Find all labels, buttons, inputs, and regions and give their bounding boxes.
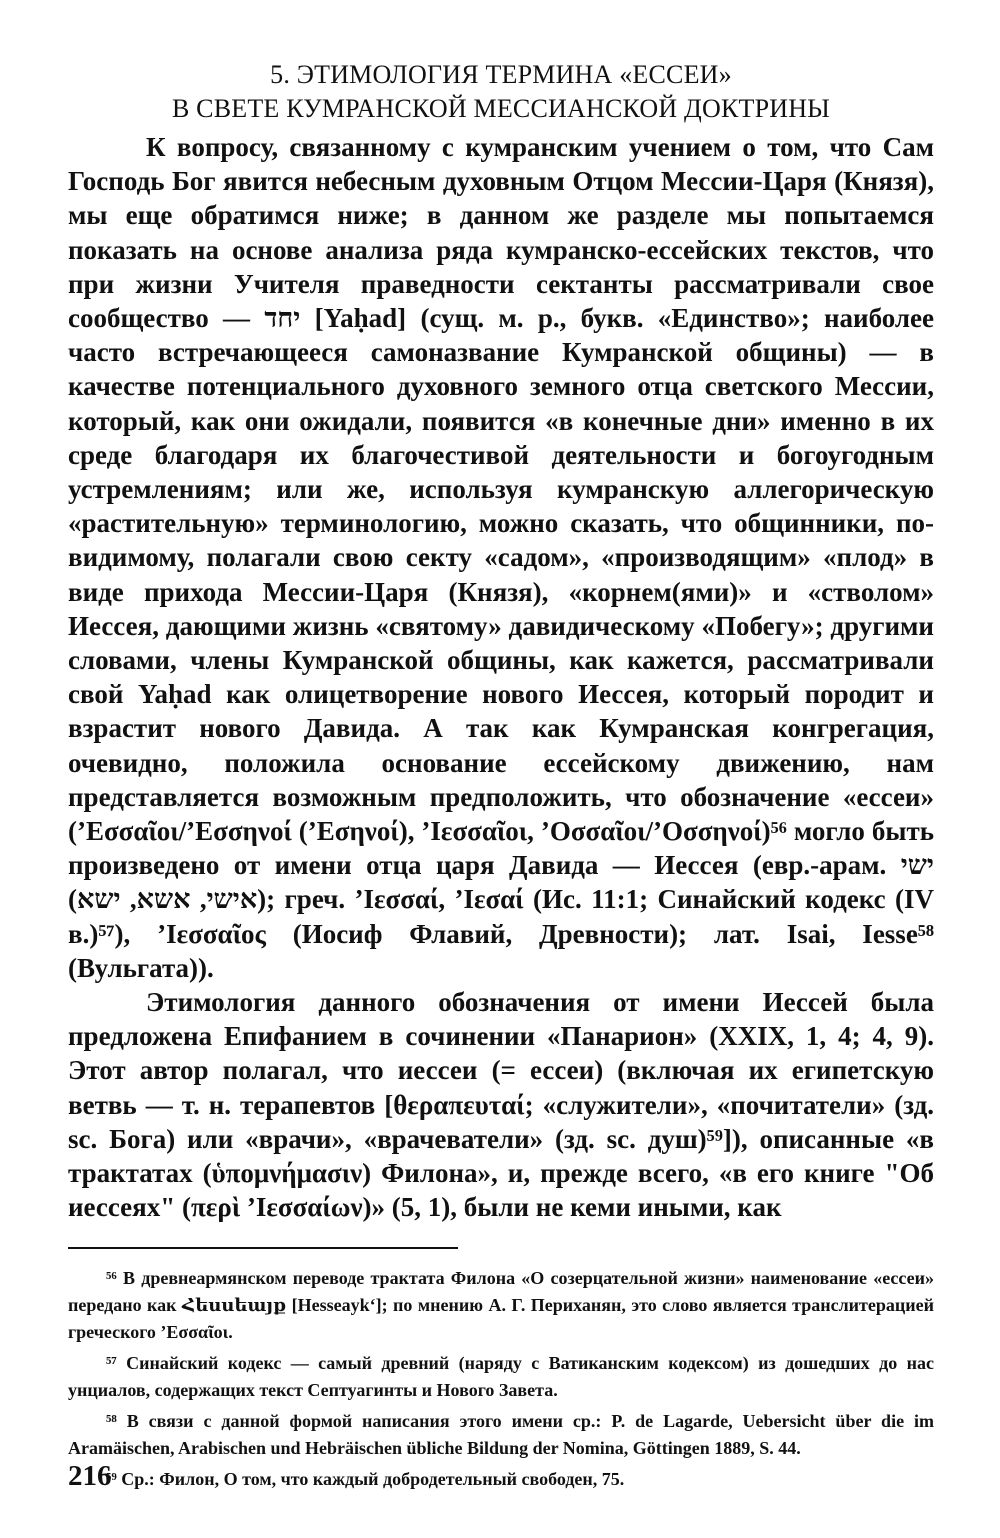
section-heading-line-1: 5. ЭТИМОЛОГИЯ ТЕРМИНА «ЕССЕИ»	[270, 60, 732, 89]
footnote-59: ⁵⁹ Ср.: Филон, О том, что каждый добродетельный свободен, 75.	[106, 1468, 625, 1489]
section-heading	[68, 58, 934, 126]
paragraph-1: К вопросу, связанному с кумранским учением о том, что Сам Господь Бог явится небесным духовным Отцом Мессии-Царя (Князя), мы еще обратимся ниже; в данном же разделе мы попытаемся показать на основе анализа ряда кумранско-ессейских текстов, что при жизни Учителя праведности сектанты рассматривали свое сообщество — יחד [Yaḥad] (сущ. м. р., букв. «Единство»; наиболее часто встречающееся самоназвание Кумранской общины) — в качестве потенциального духовного земного отца светского Мессии, который, как они ожидали, появится «в конечные дни» именно в их среде благодаря их благочестивой деятельности и богоугодным устремлениям; или же, используя кумранскую аллегорическую «растительную» терминологию, можно сказать, что общинники, по-видимому, полагали свою секту «садом», «производящим» «плод» в виде прихода Мессии-Царя (Князя), «корнем(ями)» и «стволом» Иессея, дающими жизнь «святому» давидическому «Побегу»; другими словами, члены Кумранской общины, как кажется, рассматривали свой Yaḥad как олицетворение нового Иессея, который породит и взрастит нового Давида. А так как Кумранская конгрегация, очевидно, положила основание ессейскому движению, нам представляется возможным предположить, что обозначение «ессеи» (’Εσσαῖοι/’Εσσηνοί (’Εσηνοί), ’Ιεσσαῖοι, ’Οσσαῖοι/’Οσσηνοί)⁵⁶ могло быть произведено от имени отца царя Давида — Иессея (евр.-арам. ישי (אישי, אשא, ישא); греч. ’Ιεσσαί, ’Ιεσαί (Ис. 11:1; Синайский кодекс (IV в.)⁵⁷), ’Ιεσσαῖος (Иосиф Флавий, Древности); лат. Isai, Iesse⁵⁸ (Вульгата)).	[68, 132, 934, 983]
footnote-57: ⁵⁷ Синайский кодекс — самый древний (наряду с Ватиканским кодексом) из дошедших до нас унциалов, содержащих текст Септуагинты и Нового Завета.	[68, 1352, 934, 1400]
page	[68, 58, 934, 1497]
footnotes	[68, 1265, 934, 1493]
footnote-58: ⁵⁸ В связи с данной формой написания этого имени ср.: P. de Lagarde, Uebersicht über die im Aramäischen, Arabischen und Hebräischen übliche Bildung der Nomina, Göttingen 1889, S. 44.	[68, 1410, 934, 1458]
main-text	[68, 130, 934, 1225]
page-number: 216	[68, 1460, 112, 1492]
paragraph-2: Этимология данного обозначения от имени Иессей была предложена Епифанием в сочинении «Панарион» (XXIX, 1, 4; 4, 9). Этот автор полагал, что иессеи (= ессеи) (включая их египетскую ветвь — т. н. терапевтов [θεραπευταί; «служители», «почитатели» (зд. sc. Бога) или «врачи», «врачеватели» (зд. sc. душ)⁵⁹]), описанные «в трактатах (ὑπομνήμασιν) Филона», и, прежде всего, «в его книге "Об иессеях" (περὶ ’Ιεσσαίων)» (5, 1), были не кеми иными, как	[68, 987, 934, 1223]
footnote-separator	[68, 1247, 458, 1249]
footnote-56: ⁵⁶ В древнеармянском переводе трактата Филона «О созерцательной жизни» наименование «ессеи» передано как Հեսսեայք [Hesseayk‘]; по мнению А. Г. Периханян, это слово является транслитерацией греческого ’Εσσαῖοι.	[68, 1267, 934, 1342]
section-heading-line-2: В СВЕТЕ КУМРАНСКОЙ МЕССИАНСКОЙ ДОКТРИНЫ	[171, 94, 831, 123]
